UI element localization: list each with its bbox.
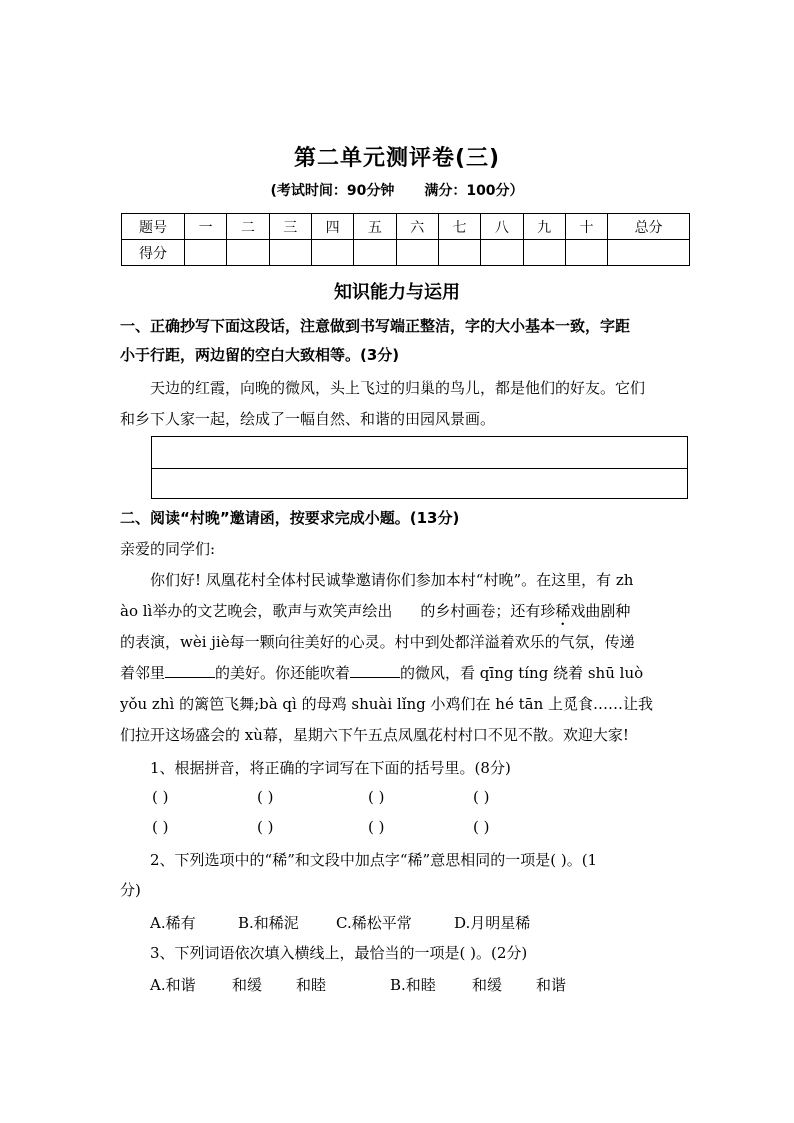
writing-line-1[interactable] xyxy=(151,436,688,469)
copy-passage: 天边的红霞，向晚的微风，头上飞过的归巢的鸟儿，都是他们的好友。它们 xyxy=(150,379,646,397)
table-cell: 四 xyxy=(311,214,353,240)
writing-line-2[interactable] xyxy=(151,467,688,499)
answer-paren[interactable]: ( ) xyxy=(473,788,490,806)
score-table-header-row xyxy=(122,214,690,240)
table-cell: 十 xyxy=(565,214,607,240)
option-a-word: 和睦 xyxy=(296,976,327,994)
letter-line: 的表演，wèi jiè每一颗向往美好的心灵。村中到处都洋溢着欢乐的气氛，传递 xyxy=(120,633,635,651)
score-cell[interactable] xyxy=(354,240,396,266)
score-cell[interactable] xyxy=(608,240,690,266)
answer-paren[interactable]: ( ) xyxy=(368,788,385,806)
table-cell: 五 xyxy=(354,214,396,240)
sub-question-1: 1、根据拼音，将正确的字词写在下面的括号里。(8分) xyxy=(150,759,511,777)
score-cell[interactable] xyxy=(565,240,607,266)
fill-blank-2[interactable] xyxy=(350,663,400,678)
option-a[interactable]: A.稀有 xyxy=(150,914,196,932)
question-1-prompt: 一、正确抄写下面这段话，注意做到书写端正整洁，字的大小基本一致，字距 xyxy=(120,317,631,335)
option-b[interactable]: B.和稀泥 xyxy=(238,914,299,932)
option-a[interactable]: A.和谐 xyxy=(150,976,196,994)
section-title: 知识能力与运用 xyxy=(334,282,460,303)
copy-passage-cont: 和乡下人家一起，绘成了一幅自然、和谐的田园风景画。 xyxy=(120,410,496,428)
score-cell[interactable] xyxy=(269,240,311,266)
exam-full-score: 满分：100分） xyxy=(424,183,524,199)
sub-question-2: 2、下列选项中的“稀”和文段中加点字“稀”意思相同的一项是( )。(1 xyxy=(150,851,598,869)
sub-question-3: 3、下列词语依次填入横线上，最恰当的一项是( )。(2分) xyxy=(150,944,528,962)
table-cell: 七 xyxy=(438,214,480,240)
table-cell: 得分 xyxy=(122,240,185,266)
table-cell: 八 xyxy=(481,214,523,240)
score-cell[interactable] xyxy=(311,240,353,266)
table-cell: 一 xyxy=(185,214,227,240)
letter-line: 你们好! 凤凰花村全体村民诚挚邀请你们参加本村“村晚”。在这里，有 zh xyxy=(150,571,634,589)
score-table-score-row xyxy=(122,240,690,266)
fill-blank-1[interactable] xyxy=(165,663,215,678)
answer-paren[interactable]: ( ) xyxy=(152,818,169,836)
score-cell[interactable] xyxy=(481,240,523,266)
score-cell[interactable] xyxy=(396,240,438,266)
table-cell: 二 xyxy=(227,214,269,240)
table-cell: 三 xyxy=(269,214,311,240)
letter-greeting: 亲爱的同学们: xyxy=(120,540,216,558)
table-cell: 九 xyxy=(523,214,565,240)
answer-paren[interactable]: ( ) xyxy=(152,788,169,806)
score-cell[interactable] xyxy=(185,240,227,266)
letter-line: 着邻里 的美好。你还能吹着 的微风，看 qīng tíng 绕着 shū luò xyxy=(120,664,644,682)
question-2-prompt: 二、阅读“村晚”邀请函，按要求完成小题。(13分) xyxy=(120,509,460,527)
table-cell: 题号 xyxy=(122,214,185,240)
score-cell[interactable] xyxy=(438,240,480,266)
answer-paren[interactable]: ( ) xyxy=(257,818,274,836)
letter-line: 们拉开这场盛会的 xù幕，星期六下午五点凤凰花村村口不见不散。欢迎大家! xyxy=(120,726,629,744)
answer-paren[interactable]: ( ) xyxy=(257,788,274,806)
page-title: 第二单元测评卷(三) xyxy=(293,146,501,171)
option-b[interactable]: B.和睦 xyxy=(390,976,436,994)
score-cell[interactable] xyxy=(523,240,565,266)
letter-line: ào lì举办的文艺晚会，歌声与欢笑声绘出 的乡村画卷；还有珍稀戏曲剧种 xyxy=(120,602,631,620)
exam-time: (考试时间：90分钟 xyxy=(270,183,395,199)
option-d[interactable]: D.月明星稀 xyxy=(454,914,531,932)
letter-line: yǒu zhì 的篱笆飞舞;bà qì 的母鸡 shuài lǐng 小鸡们在 hé tān 上觅食……让我 xyxy=(120,695,653,713)
option-b-word: 和谐 xyxy=(536,976,567,994)
dotted-character: 稀 xyxy=(555,602,571,620)
score-table xyxy=(121,213,690,266)
option-b-word: 和缓 xyxy=(472,976,503,994)
table-cell: 总分 xyxy=(608,214,690,240)
table-cell: 六 xyxy=(396,214,438,240)
score-cell[interactable] xyxy=(227,240,269,266)
sub-question-2-cont: 分) xyxy=(120,881,141,899)
option-a-word: 和缓 xyxy=(232,976,263,994)
question-1-prompt-cont: 小于行距，两边留的空白大致相等。(3分) xyxy=(120,346,400,364)
answer-paren[interactable]: ( ) xyxy=(368,818,385,836)
exam-info xyxy=(0,180,794,200)
answer-paren[interactable]: ( ) xyxy=(473,818,490,836)
option-c[interactable]: C.稀松平常 xyxy=(336,914,412,932)
